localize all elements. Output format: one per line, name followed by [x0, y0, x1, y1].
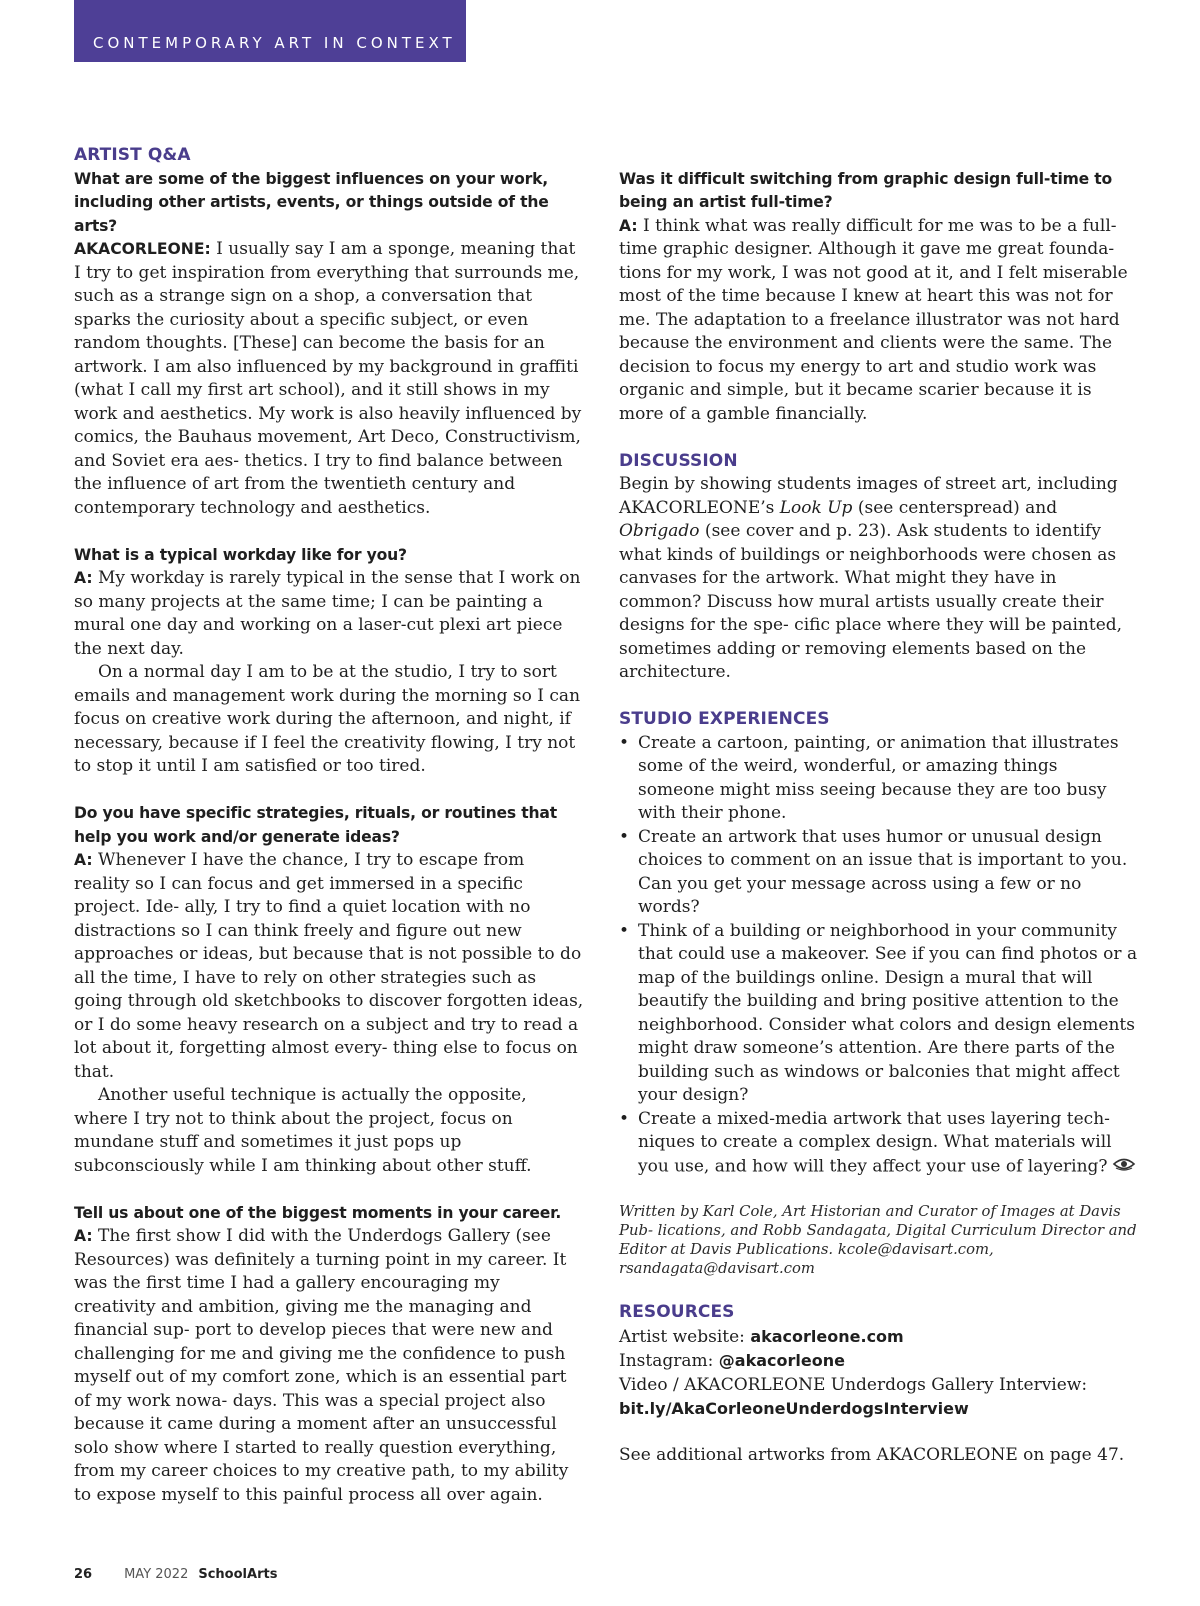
answer-workday	[74, 567, 584, 661]
answer-biggest-moment	[74, 1225, 584, 1507]
discussion-text-part: Begin by showing students images of street art, including AKACORLEONE’s	[619, 474, 1118, 518]
question-influences: What are some of the biggest influences on your work, including other artists, events, or things outside of the arts?	[74, 169, 549, 235]
question-biggest-moment: Tell us about one of the biggest moments in your career.	[74, 1203, 562, 1222]
artwork-title-look-up: Look Up	[779, 497, 853, 518]
list-item-text: Create a mixed-media artwork that uses layering tech- niques to create a complex design. What materials will you use, and how will they affect your use of layering?	[638, 1108, 1112, 1176]
discussion-heading: DISCUSSION	[619, 450, 738, 471]
author-credit: Written by Karl Cole, Art Historian and Curator of Images at Davis Pub- lications, and Robb Sandagata, Digital Curriculum Director and Editor at Davis Publications. kcole@davisart.com, rsandagata@davisart.com	[619, 1202, 1137, 1277]
see-additional-note: See additional artworks from AKACORLEONE on page 47.	[619, 1445, 1125, 1466]
issue-date: MAY 2022	[124, 1567, 189, 1582]
studio-experiences-heading: STUDIO EXPERIENCES	[619, 709, 830, 729]
list-item: • Think of a building or neighborhood in your community that could use a makeover. See if you can find photos or a map of the buildings online. Design a mural that will beautify the building and bring positive attention to the neighborhood. Consider what colors and design elements might draw someone’s attention. Are there parts of the building such as windows or balconies that might affect your design?	[619, 920, 1139, 1108]
studio-experiences-list	[619, 732, 1139, 1179]
speaker-label: A:	[74, 569, 93, 587]
list-item: • Create an artwork that uses humor or unusual design choices to comment on an issue that is important to you. Can you get your message across using a few or no words?	[619, 826, 1139, 920]
discussion-text-part: (see cover and p. 23). Ask students to identify what kinds of buildings or neighborhoods were chosen as canvases for the artwork. What might they have in common? Discuss how mural artists usually create their designs for the spe- cific place where they will be painted, sometimes adding or removing elements based on the architecture.	[619, 521, 1123, 682]
list-item	[619, 1108, 1139, 1179]
eye-end-mark-icon	[1112, 1155, 1136, 1179]
speaker-label: AKACORLEONE:	[74, 240, 211, 258]
resource-website	[619, 1325, 1139, 1350]
answer-strategies	[74, 849, 584, 1084]
artwork-title-obrigado: Obrigado	[619, 521, 700, 541]
resource-label: Instagram:	[619, 1351, 719, 1372]
discussion-text-part: (see centerspread) and	[852, 497, 1058, 518]
artist-qa-heading: ARTIST Q&A	[74, 145, 191, 165]
magazine-name: SchoolArts	[198, 1567, 278, 1582]
section-label: CONTEMPORARY ART IN CONTEXT	[93, 34, 456, 52]
question-switching: Was it difficult switching from graphic design full-time to being an artist full-time?	[619, 169, 1113, 211]
question-strategies: Do you have specific strategies, rituals, or routines that help you work and/or generate ideas?	[74, 804, 557, 846]
left-column	[74, 144, 584, 1507]
answer-text: Whenever I have the chance, I try to escape from reality so I can focus and get immersed in a specific project. Ide- ally, I try to find a quiet location with no distractions so I can think freely and figure out new approaches or ideas, but because that is not possible to do all the time, I have to rely on other strategies such as going through old sketchbooks to discover forgotten ideas, or I do some heavy research on a subject and try to read a lot about it, forgetting almost every- thing else to focus on that.	[74, 850, 584, 1082]
answer-text: The first show I did with the Underdogs Gallery (see Resources) was definitely a turning point in my career. It was the first time I had a gallery encouraging my creativity and ambition, giving me the managing and financial sup- port to develop pieces that were new and challenging for me and giving me the confidence to push myself out of my comfort zone, which is an essential part of my work nowa- days. This was a special project also because it came during a moment after an unsuccessful solo show where I started to really question everything, from my career choices to my creative path, to my ability to expose myself to this painful process all over again.	[74, 1226, 569, 1505]
website-link[interactable]: akacorleone.com	[750, 1326, 904, 1346]
speaker-label: A:	[619, 216, 638, 235]
answer-text: I usually say I am a sponge, meaning that I try to get inspiration from everything that surrounds me, such as a strange sign on a shop, a conversation that sparks the curiosity about a specific subject, or even random thoughts. [These] can become the basis for an artwork. I am also influenced by my background in graffiti (what I call my first art school), and it still shows in my work and aesthetics. My work is also heavily influenced by comics, the Bauhaus movement, Art Deco, Constructivism, and Soviet era aes- thetics. I try to find balance between the influence of art from the twentieth century and contemporary technology and aesthetics.	[74, 239, 582, 518]
answer-strategies-cont: Another useful technique is actually the opposite, where I try not to think about the project, focus on mundane stuff and sometimes it just pops up subconsciously while I am thinking about other stuff.	[74, 1085, 532, 1176]
speaker-label: A:	[74, 1227, 93, 1245]
answer-text: My workday is rarely typical in the sense that I work on so many projects at the same time; I can be painting a mural one day and working on a laser-cut plexi art piece the next day.	[74, 568, 581, 659]
list-item: • Create a cartoon, painting, or animation that illustrates some of the weird, wonderful, or amazing things someone might miss seeing because they are too busy with their phone.	[619, 732, 1139, 826]
question-workday: What is a typical workday like for you?	[74, 545, 407, 564]
section-tab	[74, 0, 466, 62]
page-footer	[74, 1567, 277, 1582]
resources-heading: RESOURCES	[619, 1302, 735, 1323]
discussion-text	[619, 473, 1139, 685]
answer-workday-cont: On a normal day I am to be at the studio, I try to sort emails and management work during the morning so I can focus on creative work during the afternoon, and night, if necessary, because if I feel the creativity flowing, I try not to stop it until I am satisfied or too tired.	[74, 662, 581, 776]
page-number: 26	[74, 1567, 93, 1582]
speaker-label: A:	[74, 851, 93, 869]
resource-instagram	[619, 1349, 1139, 1374]
answer-switching	[619, 215, 1139, 427]
video-link[interactable]: bit.ly/AkaCorleoneUnderdogsInterview	[619, 1399, 969, 1419]
right-column	[619, 144, 1139, 1468]
answer-influences	[74, 238, 584, 520]
instagram-link[interactable]: @akacorleone	[718, 1351, 845, 1371]
resource-video: Video / AKACORLEONE Underdogs Gallery Interview:	[619, 1374, 1088, 1395]
answer-text: I think what was really difficult for me was to be a full- time graphic designer. Although it gave me great founda- tions for my work, I was not good at it, and I felt miserable most of the time because I knew at heart this was not for me. The adaptation to a freelance illustrator was not hard because the environment and clients were the same. The decision to focus my energy to art and studio work was organic and simple, but it became scarier because it is more of a gamble financially.	[619, 215, 1128, 424]
resource-label: Artist website:	[619, 1326, 751, 1347]
